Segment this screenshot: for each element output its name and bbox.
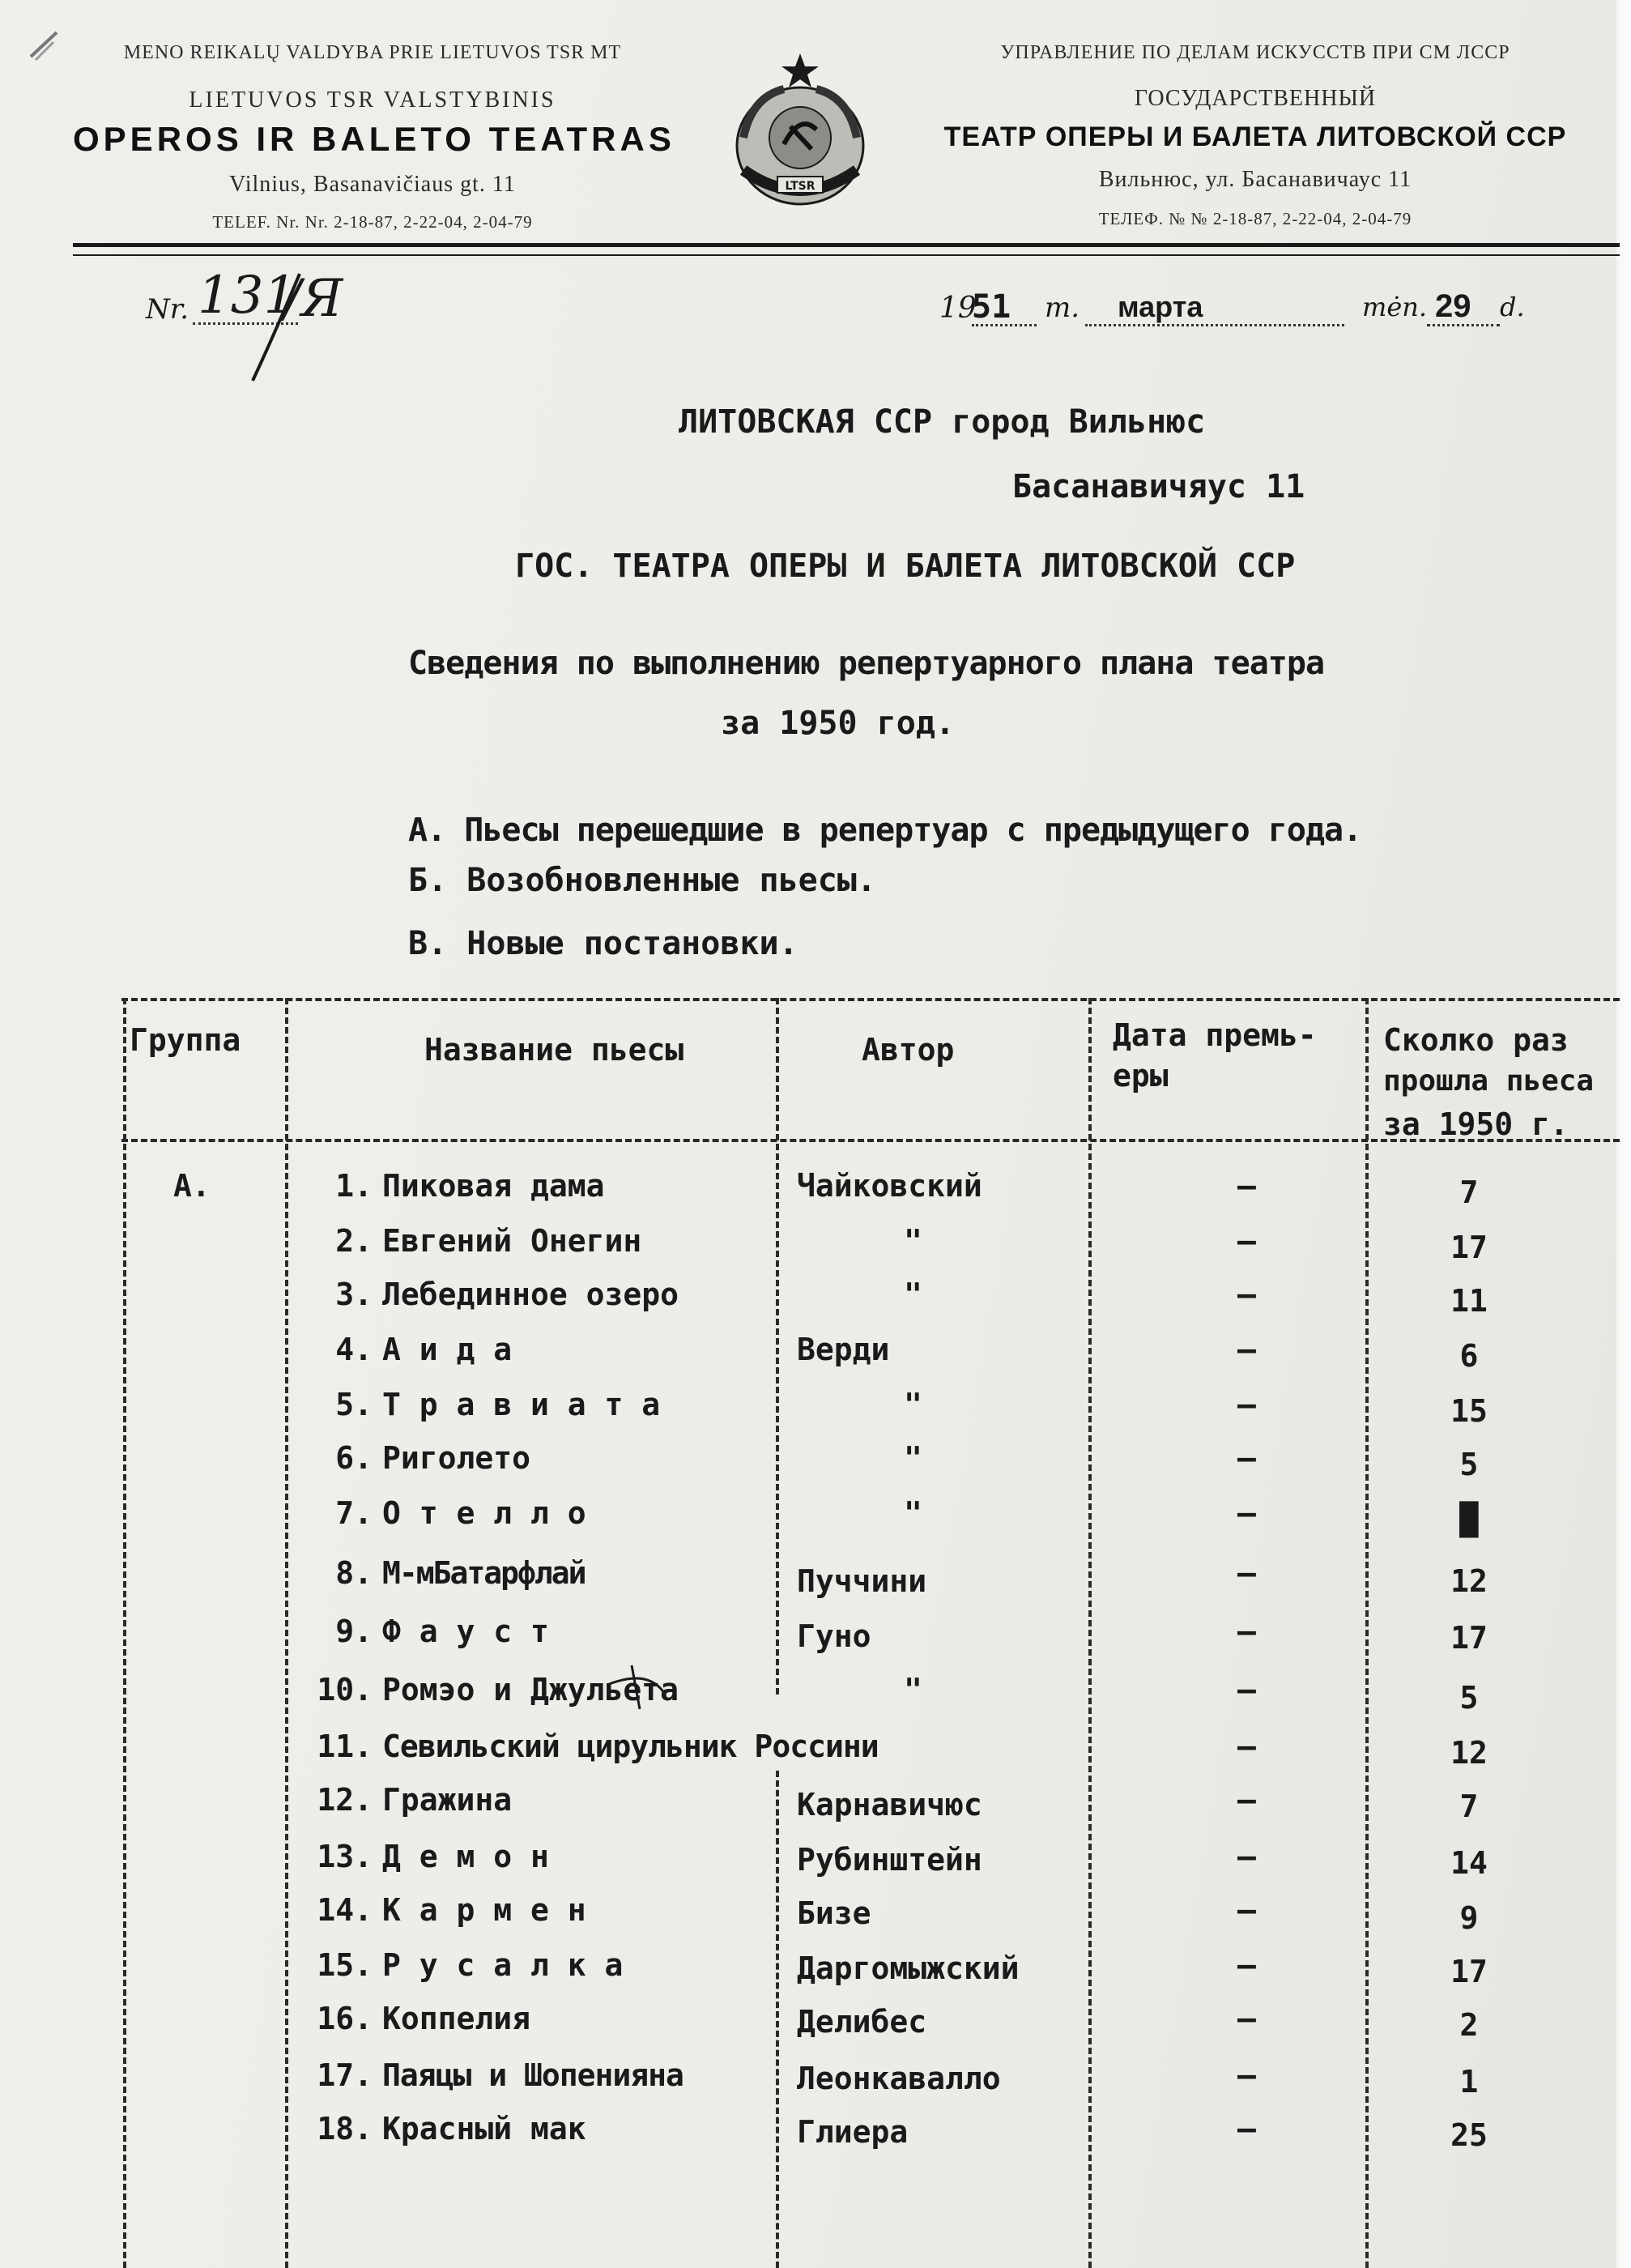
ref-day-underline: [1427, 324, 1500, 326]
header-count-2: прошла пьеса: [1383, 1064, 1595, 1098]
row-count: 17: [1450, 1954, 1488, 1989]
legend-a: А. Пьесы перешедшие в репертуар с предыдущего года.: [408, 812, 1362, 849]
address-theatre: ГОС. ТЕАТРА ОПЕРЫ И БАЛЕТА ЛИТОВСКОЙ ССР: [515, 548, 1296, 585]
row-count: 5: [1459, 1680, 1479, 1716]
legend-b: Б. Возобновленные пьесы.: [408, 862, 876, 899]
ref-month-underline: [1085, 324, 1344, 326]
row-author: ": [904, 1277, 922, 1312]
row-num: 15.: [317, 1947, 373, 1983]
report-heading: Сведения по выполнению репертуарного плана театра: [408, 645, 1325, 682]
address-city: ЛИТОВСКАЯ ССР город Вильнюс: [679, 403, 1206, 441]
row-count: 6: [1459, 1338, 1479, 1374]
row-title: А и д а: [382, 1332, 513, 1367]
row-author: ": [904, 1440, 922, 1476]
header-group: Группа: [130, 1022, 241, 1058]
ref-day-label: mėn.: [1362, 292, 1428, 322]
row-num: 10.: [317, 1672, 373, 1707]
row-premiere: –: [1237, 1782, 1256, 1818]
letterhead-right-line2: ГОСУДАРСТВЕННЫЙ: [1134, 86, 1377, 111]
row-num: 4.: [335, 1332, 373, 1367]
row-author: Бизе: [797, 1895, 871, 1931]
address-street: Басанавичяус 11: [1012, 468, 1305, 505]
table-top-rule: [121, 998, 1620, 1001]
row-title: О т е л л о: [382, 1495, 586, 1531]
row-premiere: –: [1237, 2057, 1256, 2093]
letterhead-left-address: Vilnius, Basanavičiaus gt. 11: [229, 172, 516, 197]
row-num: 18.: [317, 2111, 373, 2146]
letterhead-left-phone: TELEF. Nr. Nr. 2-18-87, 2-22-04, 2-04-79: [212, 212, 533, 232]
row-count: 11: [1450, 1283, 1488, 1319]
row-num: 11.: [317, 1729, 373, 1764]
row-premiere: –: [1237, 1387, 1256, 1422]
ref-nr-value: 131: [198, 266, 297, 326]
row-count: █: [1459, 1502, 1479, 1537]
row-premiere: –: [1237, 1729, 1256, 1764]
row-author: Рубинштейн: [797, 1842, 982, 1878]
row-premiere: –: [1237, 1332, 1256, 1367]
row-count: 7: [1459, 1788, 1479, 1824]
row-title: Ф а у с т: [382, 1614, 549, 1649]
ref-d-label: d.: [1500, 292, 1525, 322]
row-premiere: –: [1237, 1440, 1256, 1476]
row-title: Ромэо и Джульета: [382, 1672, 679, 1707]
letterhead-rule-thick: [73, 243, 1620, 247]
ref-slash-stroke: [243, 267, 332, 389]
row-author: Чайковский: [797, 1168, 982, 1204]
header-author: Автор: [862, 1032, 955, 1068]
row-premiere: –: [1237, 1495, 1256, 1531]
row-num: 9.: [335, 1614, 373, 1649]
table-col-line-5: [1365, 998, 1369, 2268]
row-premiere: –: [1237, 1839, 1256, 1874]
ref-day: 29: [1435, 288, 1471, 324]
row-author: Гуно: [797, 1618, 871, 1654]
row-premiere: –: [1237, 1614, 1256, 1649]
row-premiere: –: [1237, 1672, 1256, 1707]
row-num: 6.: [335, 1440, 373, 1476]
row-count: 15: [1450, 1393, 1488, 1429]
table-col-line-3b: [776, 1771, 779, 2268]
letterhead-right-title: ТЕАТР ОПЕРЫ И БАЛЕТА ЛИТОВСКОЙ ССР: [943, 122, 1567, 152]
ref-month: марта: [1118, 290, 1203, 323]
emblem-text: LTSR: [785, 180, 816, 193]
handwritten-correction: [543, 1660, 705, 1725]
letterhead-right-address: Вильнюс, ул. Басанавичаус 11: [1098, 167, 1412, 192]
ref-nr-suffix: /Я: [283, 269, 343, 329]
table-col-line-4: [1088, 998, 1092, 2268]
letterhead-left-title: OPEROS IR BALETO TEATRAS: [73, 120, 675, 158]
row-count: 17: [1450, 1620, 1488, 1656]
letterhead-rule-thin: [73, 254, 1620, 256]
row-title: Коппелия: [382, 2001, 531, 2036]
row-title: Евгений Онегин: [382, 1223, 642, 1259]
header-premiere-2: еры: [1113, 1058, 1169, 1094]
header-count-1: Сколко раз: [1383, 1022, 1569, 1058]
page-edge: [1616, 0, 1631, 2268]
row-num: 8.: [335, 1555, 373, 1591]
row-count: 25: [1450, 2117, 1488, 2153]
row-title: Пиковая дама: [382, 1168, 605, 1204]
row-num: 5.: [335, 1387, 373, 1422]
row-num: 12.: [317, 1782, 373, 1818]
row-author: Верди: [797, 1332, 890, 1367]
row-num: 13.: [317, 1839, 373, 1874]
row-title: Р у с а л к а: [382, 1947, 624, 1983]
letterhead-left-line1: MENO REIKALŲ VALDYBA PRIE LIETUVOS TSR MT: [123, 42, 622, 63]
row-num: 14.: [317, 1892, 373, 1928]
row-title: К а р м е н: [382, 1892, 586, 1928]
row-count: 14: [1450, 1845, 1488, 1881]
row-num: 17.: [317, 2057, 373, 2093]
row-author: ": [904, 1223, 922, 1259]
row-title: М-мБатарфлай: [382, 1555, 586, 1591]
row-num: 7.: [335, 1495, 373, 1531]
row-author: Карнавичюс: [797, 1787, 982, 1823]
letterhead-right-line1: УПРАВЛЕНИЕ ПО ДЕЛАМ ИСКУССТВ ПРИ СМ ЛССР: [1000, 42, 1510, 63]
header-title: Название пьесы: [424, 1032, 684, 1068]
row-author: ": [904, 1672, 922, 1707]
row-title: Красный мак: [382, 2111, 586, 2146]
legend-c: В. Новые постановки.: [408, 925, 798, 962]
row-author: Даргомыжский: [797, 1950, 1020, 1986]
row-title: Д е м о н: [382, 1839, 549, 1874]
row-author: Леонкавалло: [797, 2061, 1001, 2096]
header-premiere-1: Дата премь-: [1113, 1017, 1317, 1053]
row-count: 9: [1459, 1900, 1479, 1936]
row-author: Делибес: [797, 2004, 927, 2040]
letterhead-right-phone: ТЕЛЕФ. № № 2-18-87, 2-22-04, 2-04-79: [1098, 209, 1412, 228]
row-num: 2.: [335, 1223, 373, 1259]
row-count: 1: [1459, 2064, 1479, 2100]
row-count: 12: [1450, 1563, 1488, 1599]
report-heading-year: за 1950 год.: [721, 705, 955, 742]
ref-m-label: m.: [1045, 292, 1080, 324]
row-count: 2: [1459, 2007, 1479, 2043]
ref-year-value: 51: [972, 288, 1011, 326]
group-label-a: А.: [173, 1168, 211, 1204]
row-title: Т р а в и а т а: [382, 1387, 661, 1422]
table-col-line-3a: [776, 998, 779, 1695]
state-emblem-icon: [727, 49, 873, 211]
row-num: 16.: [317, 2001, 373, 2036]
row-premiere: –: [1237, 1168, 1256, 1204]
pencil-mark: [24, 24, 65, 65]
ref-year-prefix: 19: [939, 292, 977, 325]
row-author: Глиера: [797, 2114, 909, 2150]
row-premiere: –: [1237, 1555, 1256, 1591]
row-title: Гражина: [382, 1782, 513, 1818]
row-count: 12: [1450, 1735, 1488, 1771]
row-count: 5: [1459, 1447, 1479, 1482]
letterhead-left-line2: LIETUVOS TSR VALSTYBINIS: [189, 87, 556, 113]
header-count-3: за 1950 г.: [1383, 1106, 1569, 1142]
ref-year-underline: [972, 324, 1037, 326]
row-premiere: –: [1237, 1277, 1256, 1312]
row-title: Паяцы и Шопенияна: [382, 2057, 683, 2093]
row-author: ": [904, 1387, 922, 1422]
row-title: Лебединное озеро: [382, 1277, 679, 1312]
row-author: Пуччини: [797, 1563, 927, 1599]
row-premiere: –: [1237, 2111, 1256, 2146]
row-author: ": [904, 1495, 922, 1531]
ref-nr-label: Nr.: [146, 293, 190, 326]
row-num: 1.: [335, 1168, 373, 1204]
row-premiere: –: [1237, 1947, 1256, 1983]
row-title: Риголето: [382, 1440, 531, 1476]
row-premiere: –: [1237, 1892, 1256, 1928]
row-premiere: –: [1237, 2001, 1256, 2036]
row-premiere: –: [1237, 1223, 1256, 1259]
row-count: 17: [1450, 1230, 1488, 1265]
row-count: 7: [1459, 1174, 1479, 1210]
row-num: 3.: [335, 1277, 373, 1312]
row-title: Севильский цирульник Россини: [382, 1729, 879, 1764]
table-col-line-1: [123, 998, 126, 2268]
